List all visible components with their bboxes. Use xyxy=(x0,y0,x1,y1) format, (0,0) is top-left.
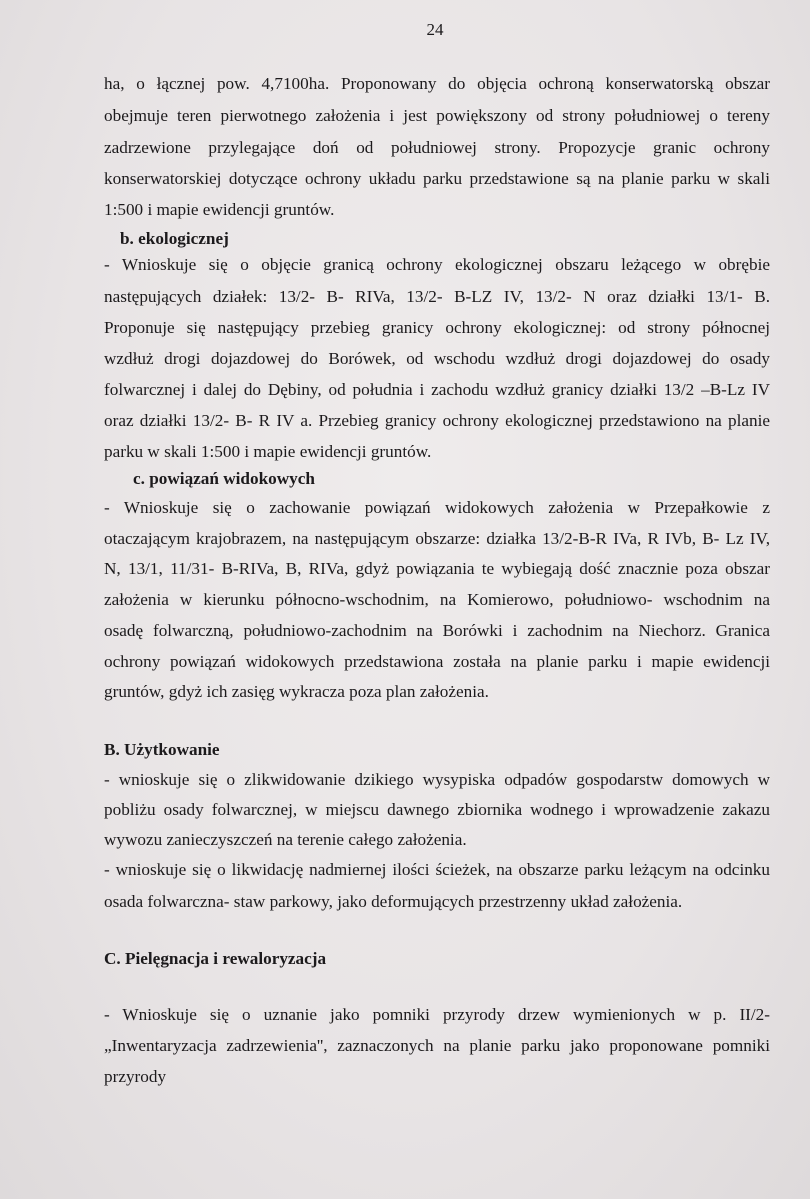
paragraph-line: wzdłuż drogi dojazdowej do Borówek, od wschodu wzdłuż drogi dojazdowej do osady xyxy=(104,349,770,368)
paragraph-line: przyrody xyxy=(104,1067,167,1086)
paragraph-line: następujących działek: 13/2- B- RIVa, 13/2- B-LZ IV, 13/2- N oraz działki 13/1- B. xyxy=(104,287,770,306)
paragraph-line: ochrony powiązań widokowych przedstawiona została na planie parku i mapie ewidencji xyxy=(104,652,770,671)
paragraph-line: wywozu zanieczyszczeń na terenie całego założenia. xyxy=(104,830,467,849)
paragraph-line: pobliżu osady folwarcznej, w miejscu dawnego zbiornika wodnego i wprowadzenie zakazu xyxy=(104,800,770,819)
paragraph-line: - wnioskuje się o likwidację nadmiernej ilości ścieżek, na obszarze parku leżącym na odcinku xyxy=(104,860,770,879)
paragraph-line: osadę folwarczną, południowo-zachodnim na Borówki i zachodnim na Niechorz. Granica xyxy=(104,621,770,640)
paragraph-line: - Wnioskuje się o objęcie granicą ochrony ekologicznej obszaru leżącego w obrębie xyxy=(104,255,770,274)
paragraph-line: Proponuje się następujący przebieg granicy ochrony ekologicznej: od strony północnej xyxy=(104,318,770,337)
section-heading-usage: B. Użytkowanie xyxy=(104,740,220,759)
paragraph-line: osada folwarczna- staw parkowy, jako deformujących przestrzenny układ założenia. xyxy=(104,892,683,911)
paragraph-line: oraz działki 13/2- B- R IV a. Przebieg granicy ochrony ekologicznej przedstawiono na planie xyxy=(104,411,770,430)
paragraph-line: otaczającym krajobrazem, na następującym obszarze: działka 13/2-B-R IVa, R IVb, B- Lz IV, xyxy=(104,529,770,548)
paragraph-line: parku w skali 1:500 i mapie ewidencji gruntów. xyxy=(104,442,432,461)
paragraph-line: folwarcznej i dalej do Dębiny, od południa i zachodu wzdłuż granicy działki 13/2 –B-Lz IV xyxy=(104,380,770,399)
paragraph-line: - wnioskuje się o zlikwidowanie dzikiego wysypiska odpadów gospodarstw domowych w xyxy=(104,770,770,789)
paragraph-line: założenia w kierunku północno-wschodnim, na Komierowo, południowo- wschodnim na xyxy=(104,590,770,609)
section-heading-care-revalorization: C. Pielęgnacja i rewaloryzacja xyxy=(104,949,327,968)
paragraph-line: zadrzewione przylegające doń od południowej strony. Propozycje granic ochrony xyxy=(104,138,770,157)
paragraph-line: 1:500 i mapie ewidencji gruntów. xyxy=(104,200,335,219)
paragraph-line: konserwatorskiej dotyczące ochrony układu parku przedstawione są na planie parku w skali xyxy=(104,169,770,188)
paragraph-line: N, 13/1, 11/31- B-RIVa, B, RIVa, gdyż powiązania te wybiegają dość znacznie poza obszar xyxy=(104,559,770,578)
paragraph-line: „Inwentaryzacja zadrzewienia'', zaznaczonych na planie parku jako proponowane pomniki xyxy=(104,1036,770,1055)
page-number: 24 xyxy=(426,20,444,39)
paragraph-line: obejmuje teren pierwotnego założenia i jest powiększony od strony południowej o tereny xyxy=(104,106,770,125)
section-heading-view-links: c. powiązań widokowych xyxy=(133,469,315,488)
paragraph-line: - Wnioskuje się o zachowanie powiązań widokowych założenia w Przepałkowie z xyxy=(104,498,770,517)
section-heading-ecological: b. ekologicznej xyxy=(120,229,229,248)
paragraph-line: - Wnioskuje się o uznanie jako pomniki przyrody drzew wymienionych w p. II/2- xyxy=(104,1005,770,1024)
paragraph-line: gruntów, gdyż ich zasięg wykracza poza plan założenia. xyxy=(104,682,489,701)
paragraph-line: ha, o łącznej pow. 4,7100ha. Proponowany do objęcia ochroną konserwatorską obszar xyxy=(104,74,770,93)
